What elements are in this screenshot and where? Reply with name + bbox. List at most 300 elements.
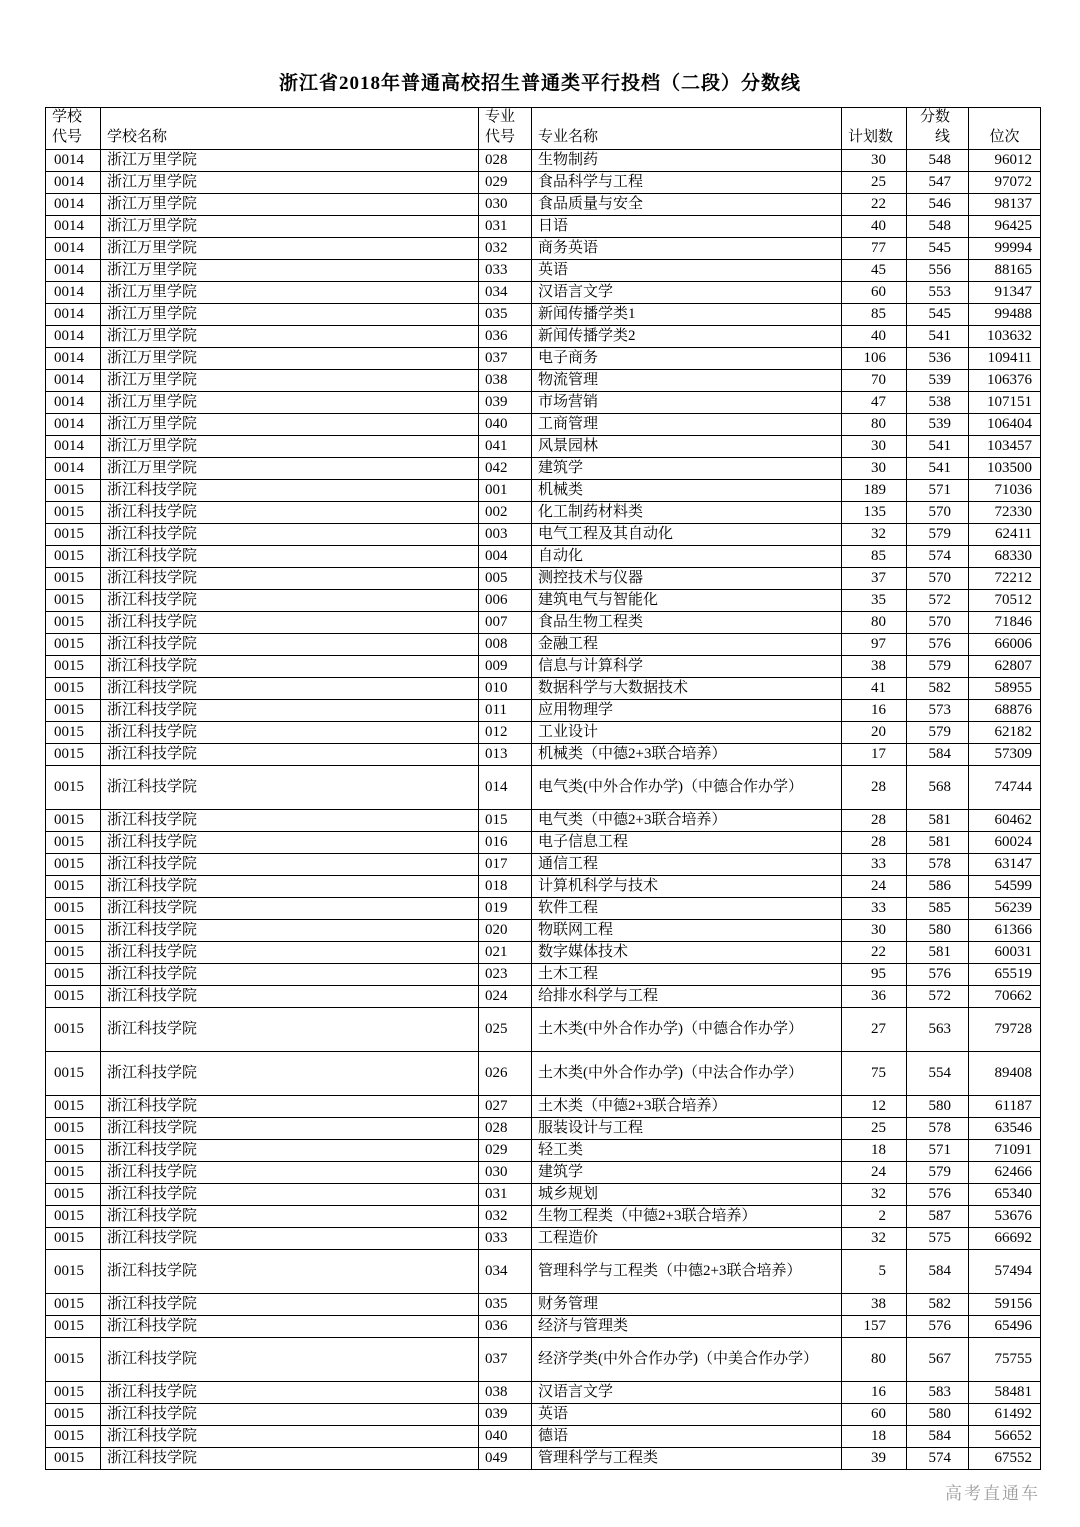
score-table <box>45 107 1041 1470</box>
rank-cell: 91347 <box>969 282 1041 304</box>
major-code-cell: 034 <box>479 1250 532 1294</box>
table-row <box>46 260 1041 282</box>
table-row <box>46 458 1041 480</box>
school-code-cell: 0015 <box>46 964 101 986</box>
plan-cell: 30 <box>842 436 907 458</box>
table-row <box>46 1294 1041 1316</box>
school-code-cell: 0014 <box>46 304 101 326</box>
score-cell: 570 <box>907 568 969 590</box>
major-name-cell: 管理科学与工程类 <box>532 1448 842 1470</box>
score-cell: 584 <box>907 1250 969 1294</box>
major-name-cell: 工业设计 <box>532 722 842 744</box>
school-name-cell: 浙江万里学院 <box>101 172 479 194</box>
major-code-cell: 017 <box>479 854 532 876</box>
col-header-school-code <box>46 108 101 150</box>
plan-cell: 60 <box>842 1404 907 1426</box>
score-cell: 585 <box>907 898 969 920</box>
rank-cell: 61366 <box>969 920 1041 942</box>
rank-cell: 99488 <box>969 304 1041 326</box>
school-code-cell: 0015 <box>46 678 101 700</box>
school-name-cell: 浙江科技学院 <box>101 1294 479 1316</box>
col-header-score: 分数线 <box>907 108 969 150</box>
plan-cell: 80 <box>842 612 907 634</box>
school-code-cell: 0014 <box>46 436 101 458</box>
school-name-cell: 浙江科技学院 <box>101 612 479 634</box>
rank-cell: 103632 <box>969 326 1041 348</box>
school-name-cell: 浙江科技学院 <box>101 744 479 766</box>
score-cell: 567 <box>907 1338 969 1382</box>
header-line: 学校 <box>52 109 83 125</box>
plan-cell: 32 <box>842 1184 907 1206</box>
score-cell: 578 <box>907 854 969 876</box>
table-row <box>46 766 1041 810</box>
plan-cell: 20 <box>842 722 907 744</box>
major-code-cell: 018 <box>479 876 532 898</box>
school-name-cell: 浙江科技学院 <box>101 634 479 656</box>
rank-cell: 98137 <box>969 194 1041 216</box>
major-code-cell: 049 <box>479 1448 532 1470</box>
plan-cell: 35 <box>842 590 907 612</box>
school-code-cell: 0015 <box>46 656 101 678</box>
major-name-cell: 日语 <box>532 216 842 238</box>
score-cell: 545 <box>907 304 969 326</box>
major-name-cell: 轻工类 <box>532 1140 842 1162</box>
rank-cell: 70662 <box>969 986 1041 1008</box>
major-code-cell: 024 <box>479 986 532 1008</box>
major-name-cell: 英语 <box>532 1404 842 1426</box>
table-row <box>46 304 1041 326</box>
plan-cell: 32 <box>842 524 907 546</box>
school-code-cell: 0014 <box>46 326 101 348</box>
school-name-cell: 浙江科技学院 <box>101 480 479 502</box>
major-name-cell: 物流管理 <box>532 370 842 392</box>
major-code-cell: 029 <box>479 1140 532 1162</box>
score-cell: 586 <box>907 876 969 898</box>
rank-cell: 75755 <box>969 1338 1041 1382</box>
school-name-cell: 浙江科技学院 <box>101 1426 479 1448</box>
score-cell: 568 <box>907 766 969 810</box>
plan-cell: 2 <box>842 1206 907 1228</box>
rank-cell: 72212 <box>969 568 1041 590</box>
major-code-cell: 028 <box>479 1118 532 1140</box>
rank-cell: 63147 <box>969 854 1041 876</box>
school-code-cell: 0015 <box>46 1404 101 1426</box>
plan-cell: 47 <box>842 392 907 414</box>
score-cell: 584 <box>907 744 969 766</box>
table-row <box>46 172 1041 194</box>
plan-cell: 25 <box>842 172 907 194</box>
plan-cell: 25 <box>842 1118 907 1140</box>
rank-cell: 56652 <box>969 1426 1041 1448</box>
major-code-cell: 037 <box>479 348 532 370</box>
table-row <box>46 502 1041 524</box>
major-name-cell: 土木工程 <box>532 964 842 986</box>
score-cell: 572 <box>907 590 969 612</box>
score-cell: 582 <box>907 678 969 700</box>
score-cell: 572 <box>907 986 969 1008</box>
rank-cell: 67552 <box>969 1448 1041 1470</box>
col-header-rank: 位次 <box>969 108 1041 150</box>
major-code-cell: 031 <box>479 1184 532 1206</box>
major-name-cell: 数据科学与大数据技术 <box>532 678 842 700</box>
major-name-cell: 新闻传播学类2 <box>532 326 842 348</box>
rank-cell: 53676 <box>969 1206 1041 1228</box>
major-name-cell: 汉语言文学 <box>532 282 842 304</box>
plan-cell: 40 <box>842 216 907 238</box>
score-cell: 576 <box>907 1184 969 1206</box>
major-code-cell: 012 <box>479 722 532 744</box>
school-code-cell: 0015 <box>46 1118 101 1140</box>
school-name-cell: 浙江科技学院 <box>101 986 479 1008</box>
score-cell: 556 <box>907 260 969 282</box>
rank-cell: 62411 <box>969 524 1041 546</box>
table-row <box>46 1426 1041 1448</box>
plan-cell: 16 <box>842 700 907 722</box>
rank-cell: 109411 <box>969 348 1041 370</box>
major-code-cell: 036 <box>479 1316 532 1338</box>
rank-cell: 106404 <box>969 414 1041 436</box>
score-cell: 545 <box>907 238 969 260</box>
table-row <box>46 810 1041 832</box>
header-line: 代号 <box>52 128 83 145</box>
school-name-cell: 浙江科技学院 <box>101 1404 479 1426</box>
major-name-cell: 电气类（中德2+3联合培养） <box>532 810 842 832</box>
major-name-cell: 通信工程 <box>532 854 842 876</box>
major-code-cell: 027 <box>479 1096 532 1118</box>
plan-cell: 24 <box>842 1162 907 1184</box>
major-code-cell: 032 <box>479 1206 532 1228</box>
major-name-cell: 电气类(中外合作办学)（中德合作办学） <box>532 766 842 810</box>
table-row <box>46 678 1041 700</box>
school-code-cell: 0015 <box>46 634 101 656</box>
rank-cell: 57494 <box>969 1250 1041 1294</box>
major-name-cell: 英语 <box>532 260 842 282</box>
major-name-cell: 建筑学 <box>532 1162 842 1184</box>
rank-cell: 74744 <box>969 766 1041 810</box>
school-code-cell: 0014 <box>46 260 101 282</box>
score-cell: 563 <box>907 1008 969 1052</box>
major-code-cell: 038 <box>479 370 532 392</box>
major-code-cell: 008 <box>479 634 532 656</box>
plan-cell: 157 <box>842 1316 907 1338</box>
school-name-cell: 浙江科技学院 <box>101 502 479 524</box>
school-code-cell: 0015 <box>46 722 101 744</box>
major-code-cell: 036 <box>479 326 532 348</box>
major-code-cell: 026 <box>479 1052 532 1096</box>
school-name-cell: 浙江科技学院 <box>101 1118 479 1140</box>
school-code-cell: 0015 <box>46 920 101 942</box>
plan-cell: 189 <box>842 480 907 502</box>
watermark: 高考直通车 <box>945 1484 1040 1503</box>
major-name-cell: 财务管理 <box>532 1294 842 1316</box>
school-code-cell: 0014 <box>46 282 101 304</box>
school-code-cell: 0015 <box>46 1184 101 1206</box>
rank-cell: 58481 <box>969 1382 1041 1404</box>
school-code-cell: 0015 <box>46 1096 101 1118</box>
school-name-cell: 浙江科技学院 <box>101 854 479 876</box>
school-name-cell: 浙江科技学院 <box>101 1316 479 1338</box>
table-row <box>46 216 1041 238</box>
major-code-cell: 033 <box>479 260 532 282</box>
major-code-cell: 042 <box>479 458 532 480</box>
plan-cell: 75 <box>842 1052 907 1096</box>
table-row <box>46 1162 1041 1184</box>
rank-cell: 89408 <box>969 1052 1041 1096</box>
major-name-cell: 土木类(中外合作办学)（中德合作办学） <box>532 1008 842 1052</box>
major-code-cell: 013 <box>479 744 532 766</box>
table-row <box>46 1448 1041 1470</box>
major-name-cell: 应用物理学 <box>532 700 842 722</box>
school-name-cell: 浙江万里学院 <box>101 216 479 238</box>
major-code-cell: 035 <box>479 304 532 326</box>
school-code-cell: 0015 <box>46 810 101 832</box>
table-row <box>46 590 1041 612</box>
major-code-cell: 038 <box>479 1382 532 1404</box>
table-row <box>46 854 1041 876</box>
major-name-cell: 机械类（中德2+3联合培养） <box>532 744 842 766</box>
major-name-cell: 自动化 <box>532 546 842 568</box>
rank-cell: 103457 <box>969 436 1041 458</box>
score-cell: 548 <box>907 216 969 238</box>
school-name-cell: 浙江万里学院 <box>101 348 479 370</box>
score-cell: 579 <box>907 1162 969 1184</box>
school-name-cell: 浙江科技学院 <box>101 722 479 744</box>
school-name-cell: 浙江科技学院 <box>101 568 479 590</box>
score-cell: 547 <box>907 172 969 194</box>
major-code-cell: 029 <box>479 172 532 194</box>
table-row <box>46 1184 1041 1206</box>
school-code-cell: 0015 <box>46 1250 101 1294</box>
score-cell: 541 <box>907 326 969 348</box>
major-name-cell: 食品科学与工程 <box>532 172 842 194</box>
major-name-cell: 机械类 <box>532 480 842 502</box>
rank-cell: 96425 <box>969 216 1041 238</box>
table-row <box>46 282 1041 304</box>
plan-cell: 41 <box>842 678 907 700</box>
plan-cell: 77 <box>842 238 907 260</box>
rank-cell: 71846 <box>969 612 1041 634</box>
table-row <box>46 986 1041 1008</box>
rank-cell: 68876 <box>969 700 1041 722</box>
plan-cell: 85 <box>842 304 907 326</box>
school-name-cell: 浙江科技学院 <box>101 1448 479 1470</box>
table-body <box>46 150 1041 1470</box>
major-code-cell: 035 <box>479 1294 532 1316</box>
rank-cell: 71036 <box>969 480 1041 502</box>
table-row <box>46 1206 1041 1228</box>
major-code-cell: 025 <box>479 1008 532 1052</box>
major-code-cell: 021 <box>479 942 532 964</box>
major-name-cell: 城乡规划 <box>532 1184 842 1206</box>
plan-cell: 12 <box>842 1096 907 1118</box>
school-name-cell: 浙江万里学院 <box>101 326 479 348</box>
school-code-cell: 0015 <box>46 1426 101 1448</box>
rank-cell: 65519 <box>969 964 1041 986</box>
school-code-cell: 0015 <box>46 1382 101 1404</box>
plan-cell: 33 <box>842 854 907 876</box>
school-code-cell: 0015 <box>46 1294 101 1316</box>
table-row <box>46 194 1041 216</box>
table-row <box>46 876 1041 898</box>
rank-cell: 65496 <box>969 1316 1041 1338</box>
school-name-cell: 浙江科技学院 <box>101 1140 479 1162</box>
school-code-cell: 0015 <box>46 700 101 722</box>
school-code-cell: 0015 <box>46 832 101 854</box>
school-name-cell: 浙江科技学院 <box>101 656 479 678</box>
major-name-cell: 生物工程类（中德2+3联合培养） <box>532 1206 842 1228</box>
school-name-cell: 浙江万里学院 <box>101 238 479 260</box>
major-code-cell: 003 <box>479 524 532 546</box>
score-cell: 574 <box>907 1448 969 1470</box>
major-code-cell: 009 <box>479 656 532 678</box>
table-row <box>46 1140 1041 1162</box>
table-row <box>46 1250 1041 1294</box>
school-code-cell: 0015 <box>46 1008 101 1052</box>
school-code-cell: 0015 <box>46 898 101 920</box>
score-cell: 541 <box>907 436 969 458</box>
major-code-cell: 034 <box>479 282 532 304</box>
school-name-cell: 浙江科技学院 <box>101 964 479 986</box>
school-code-cell: 0015 <box>46 1206 101 1228</box>
score-cell: 574 <box>907 546 969 568</box>
major-name-cell: 化工制药材料类 <box>532 502 842 524</box>
score-cell: 541 <box>907 458 969 480</box>
school-name-cell: 浙江科技学院 <box>101 1206 479 1228</box>
col-header-plan: 计划数 <box>842 108 907 150</box>
school-name-cell: 浙江科技学院 <box>101 1250 479 1294</box>
score-cell: 570 <box>907 502 969 524</box>
header-line: 专业 <box>485 109 516 125</box>
school-code-cell: 0014 <box>46 370 101 392</box>
school-code-cell: 0015 <box>46 1316 101 1338</box>
plan-cell: 97 <box>842 634 907 656</box>
major-name-cell: 新闻传播学类1 <box>532 304 842 326</box>
major-name-cell: 建筑学 <box>532 458 842 480</box>
score-cell: 580 <box>907 1096 969 1118</box>
table-row <box>46 326 1041 348</box>
major-name-cell: 风景园林 <box>532 436 842 458</box>
school-name-cell: 浙江万里学院 <box>101 414 479 436</box>
table-row <box>46 832 1041 854</box>
major-name-cell: 物联网工程 <box>532 920 842 942</box>
major-name-cell: 管理科学与工程类（中德2+3联合培养） <box>532 1250 842 1294</box>
score-cell: 554 <box>907 1052 969 1096</box>
table-row <box>46 898 1041 920</box>
school-name-cell: 浙江科技学院 <box>101 1162 479 1184</box>
school-code-cell: 0014 <box>46 348 101 370</box>
table-row <box>46 348 1041 370</box>
school-code-cell: 0015 <box>46 942 101 964</box>
score-cell: 536 <box>907 348 969 370</box>
rank-cell: 72330 <box>969 502 1041 524</box>
table-row <box>46 1118 1041 1140</box>
school-code-cell: 0015 <box>46 1448 101 1470</box>
rank-cell: 88165 <box>969 260 1041 282</box>
school-name-cell: 浙江科技学院 <box>101 876 479 898</box>
major-name-cell: 经济学类(中外合作办学)（中美合作办学） <box>532 1338 842 1382</box>
school-code-cell: 0014 <box>46 216 101 238</box>
score-cell: 539 <box>907 370 969 392</box>
school-name-cell: 浙江科技学院 <box>101 1096 479 1118</box>
score-cell: 548 <box>907 150 969 172</box>
major-code-cell: 011 <box>479 700 532 722</box>
rank-cell: 58955 <box>969 678 1041 700</box>
plan-cell: 60 <box>842 282 907 304</box>
plan-cell: 38 <box>842 656 907 678</box>
school-code-cell: 0015 <box>46 568 101 590</box>
plan-cell: 24 <box>842 876 907 898</box>
school-name-cell: 浙江科技学院 <box>101 590 479 612</box>
rank-cell: 99994 <box>969 238 1041 260</box>
score-cell: 587 <box>907 1206 969 1228</box>
col-header-school-name: 学校名称 <box>101 108 479 150</box>
major-name-cell: 食品生物工程类 <box>532 612 842 634</box>
school-code-cell: 0015 <box>46 876 101 898</box>
rank-cell: 79728 <box>969 1008 1041 1052</box>
score-cell: 581 <box>907 942 969 964</box>
school-name-cell: 浙江科技学院 <box>101 1184 479 1206</box>
major-code-cell: 028 <box>479 150 532 172</box>
school-name-cell: 浙江科技学院 <box>101 678 479 700</box>
major-name-cell: 金融工程 <box>532 634 842 656</box>
school-name-cell: 浙江科技学院 <box>101 546 479 568</box>
rank-cell: 65340 <box>969 1184 1041 1206</box>
table-row <box>46 744 1041 766</box>
school-code-cell: 0014 <box>46 238 101 260</box>
header-row <box>46 108 1041 150</box>
table-row <box>46 1382 1041 1404</box>
table-row <box>46 1316 1041 1338</box>
plan-cell: 32 <box>842 1228 907 1250</box>
major-code-cell: 030 <box>479 194 532 216</box>
school-code-cell: 0015 <box>46 546 101 568</box>
score-cell: 576 <box>907 964 969 986</box>
score-cell: 570 <box>907 612 969 634</box>
header-line: 代号 <box>485 128 516 145</box>
major-code-cell: 023 <box>479 964 532 986</box>
school-name-cell: 浙江科技学院 <box>101 1338 479 1382</box>
table-header <box>46 108 1041 150</box>
school-name-cell: 浙江科技学院 <box>101 920 479 942</box>
school-name-cell: 浙江科技学院 <box>101 898 479 920</box>
school-name-cell: 浙江科技学院 <box>101 524 479 546</box>
table-row <box>46 392 1041 414</box>
rank-cell: 71091 <box>969 1140 1041 1162</box>
major-name-cell: 土木类（中德2+3联合培养） <box>532 1096 842 1118</box>
score-cell: 579 <box>907 524 969 546</box>
score-cell: 580 <box>907 1404 969 1426</box>
major-name-cell: 测控技术与仪器 <box>532 568 842 590</box>
major-name-cell: 计算机科学与技术 <box>532 876 842 898</box>
rank-cell: 61492 <box>969 1404 1041 1426</box>
rank-cell: 66006 <box>969 634 1041 656</box>
rank-cell: 59156 <box>969 1294 1041 1316</box>
major-code-cell: 040 <box>479 414 532 436</box>
school-code-cell: 0015 <box>46 502 101 524</box>
major-name-cell: 食品质量与安全 <box>532 194 842 216</box>
plan-cell: 28 <box>842 832 907 854</box>
plan-cell: 16 <box>842 1382 907 1404</box>
plan-cell: 40 <box>842 326 907 348</box>
score-cell: 576 <box>907 1316 969 1338</box>
major-code-cell: 040 <box>479 1426 532 1448</box>
score-cell: 538 <box>907 392 969 414</box>
plan-cell: 135 <box>842 502 907 524</box>
table-row <box>46 1404 1041 1426</box>
table-row <box>46 656 1041 678</box>
school-code-cell: 0014 <box>46 392 101 414</box>
col-header-major-name: 专业名称 <box>532 108 842 150</box>
